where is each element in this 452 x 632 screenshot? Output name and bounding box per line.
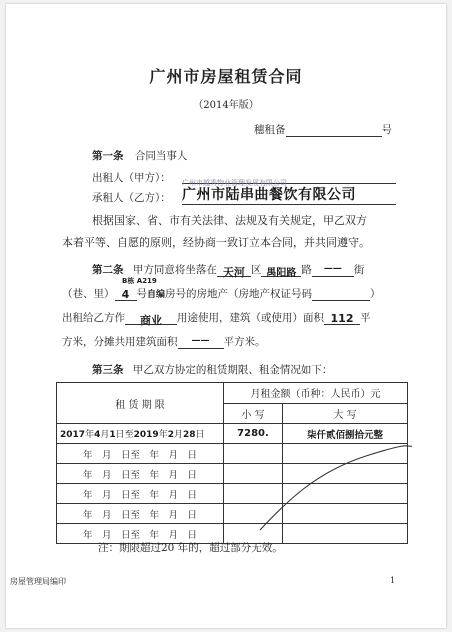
start-month: 4 xyxy=(94,430,101,440)
street-value: —— xyxy=(312,264,354,277)
amount-header: 月租金额（币种：人民币）元 xyxy=(224,383,408,404)
shared-area-unit: 平方米。 xyxy=(223,336,266,348)
shared-area-value: —— xyxy=(178,336,224,349)
district-suffix: 区 xyxy=(250,264,262,276)
strike-through-curve xyxy=(256,442,416,534)
article-1-heading xyxy=(92,148,187,163)
contract-page xyxy=(6,4,446,628)
lane-prefix: （巷、里） xyxy=(62,288,115,300)
end-year: 2019 xyxy=(133,430,159,440)
contract-title: 广州市房屋租赁合同 xyxy=(149,67,303,86)
article-2-text-a: 甲方同意将坐落在 xyxy=(132,264,217,276)
period-cell: 年 月 日至 年 月 日 xyxy=(57,444,224,464)
big-amount: 柒仟贰佰捌拾元整 xyxy=(283,424,408,444)
room-value: 自编 xyxy=(147,290,166,300)
article-2-label: 第二条 xyxy=(92,264,124,276)
period-cell: 2017年4月1日至2019年2月28日 xyxy=(57,424,224,444)
area-label: 用途使用，建筑（或使用）面积 xyxy=(177,312,324,324)
road-value: 禺阳路 xyxy=(261,264,301,277)
small-header: 小 写 xyxy=(224,403,283,424)
small-amount: 7280. xyxy=(224,424,283,444)
intro-line-2: 本着平等、自愿的原则，经协商一致订立本合同，并共同遵守。 xyxy=(62,236,370,249)
publisher-footer: 房屋管理局编印 xyxy=(10,577,66,586)
record-suffix: 号 xyxy=(381,124,392,136)
period-header: 租 赁 期 限 xyxy=(57,383,224,424)
period-cell: 年 月 日至 年 月 日 xyxy=(57,504,224,524)
table-row xyxy=(57,424,408,444)
lane-value: 4 xyxy=(115,288,137,301)
article-2-line-1 xyxy=(92,262,364,277)
end-day: 28 xyxy=(183,430,196,440)
area-value: 112 xyxy=(324,312,360,325)
period-cell: 年 月 日至 年 月 日 xyxy=(57,524,224,544)
period-cell: 年 月 日至 年 月 日 xyxy=(57,464,224,484)
road-suffix: 路 xyxy=(301,264,312,276)
street-suffix: 街 xyxy=(353,264,365,276)
big-header: 大 写 xyxy=(283,403,408,424)
lessor-field xyxy=(182,170,396,187)
edition-label: （2014年版） xyxy=(193,100,259,111)
certificate-blank xyxy=(312,288,370,301)
period-cell: 年 月 日至 年 月 日 xyxy=(57,484,224,504)
lessor-label: 出租人（甲方）： xyxy=(92,172,171,184)
lessee-line xyxy=(92,190,171,205)
article-2-line-3 xyxy=(62,310,371,325)
start-year: 2017 xyxy=(60,430,86,440)
record-number-line xyxy=(254,122,392,137)
end-month: 2 xyxy=(167,430,174,440)
record-label: 穗租备 xyxy=(254,124,286,136)
shared-area-label: 方米，分摊共用建筑面积 xyxy=(62,336,178,348)
record-number-blank xyxy=(286,124,382,137)
use-prefix: 出租给乙方作 xyxy=(62,312,125,324)
area-unit: 平 xyxy=(360,312,371,324)
article-1-text: 合同当事人 xyxy=(134,150,188,162)
lessee-field xyxy=(182,184,396,205)
certificate-label: 房号的房地产（房地产权证号码 xyxy=(165,288,313,300)
lane-suffix: 号 xyxy=(136,288,147,300)
article-2-line-4 xyxy=(62,334,266,349)
lessor-line xyxy=(92,170,171,185)
page-number: 1 xyxy=(390,576,396,585)
certificate-close: ） xyxy=(370,288,381,300)
article-3-heading xyxy=(92,362,332,377)
start-day: 1 xyxy=(109,430,116,440)
article-1-label: 第一条 xyxy=(92,150,124,162)
unit-note: B栋 A219 xyxy=(122,277,157,285)
term-note: 注：期限超过20 年的，超过部分无效。 xyxy=(98,542,283,554)
lessee-label: 承租人（乙方）： xyxy=(92,192,171,204)
lessor-stamp-value: 广州市越秀物业管理发展有限公司 xyxy=(182,179,287,187)
district-value: 天河 xyxy=(217,264,251,277)
lessee-handwritten-value: 广州市陆串曲餐饮有限公司 xyxy=(182,187,356,203)
article-3-label: 第三条 xyxy=(92,364,124,376)
article-3-text: 甲乙双方协定的租赁期限、租金情况如下： xyxy=(132,364,333,376)
article-2-line-2 xyxy=(62,286,381,301)
use-value: 商业 xyxy=(125,312,177,325)
intro-line-1: 根据国家、省、市有关法律、法规及有关规定，甲乙双方 xyxy=(92,214,367,227)
